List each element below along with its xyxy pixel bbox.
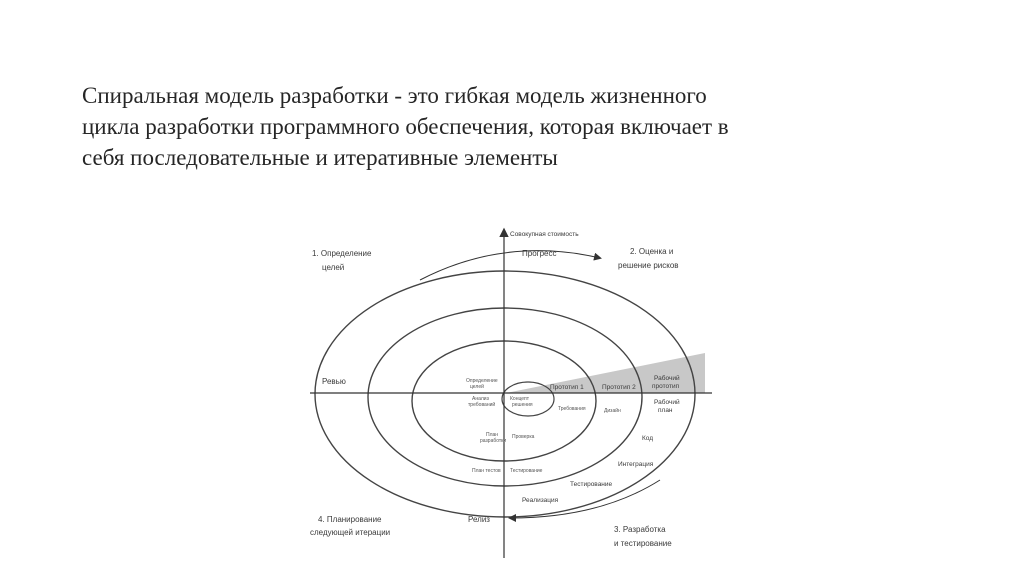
axis-cost-label: Совокупная стоимость [510,231,579,238]
working-plan-line-2: план [658,407,673,414]
caption-line-3: себя последовательные и итеративные элементы [82,145,558,170]
prototype-1-label: Прототип 1 [550,384,584,391]
code-label: Код [642,435,654,442]
working-prototype-line-1: Рабочий [654,375,680,382]
inner-concept-line-2: решения [512,402,533,408]
inner-concept-line-1: Концепт [510,396,530,402]
inner-goals-line-2: целей [470,384,484,390]
inner-dev-plan-line-1: План [486,432,499,438]
review-label: Ревью [322,377,346,386]
quadrant-1-line-1: 1. Определение [312,249,372,258]
quadrant-4-line-2: следующей итерации [310,528,391,537]
quadrant-4-line-1: 4. Планирование [318,515,382,524]
quadrant-2-line-1: 2. Оценка и [630,247,674,256]
quadrant-1-line-2: целей [322,263,345,272]
inner-test-plan-label: План тестов [472,468,501,474]
integration-label: Интеграция [618,461,654,468]
implementation-label: Реализация [522,497,559,504]
progress-arrow [420,251,600,280]
inner-analysis-line-1: Анализ [472,396,489,402]
inner-analysis-line-2: требований [468,402,496,408]
testing-label: Тестирование [570,481,613,488]
inner-goals-line-1: Определение [466,378,498,384]
quadrant-3-line-2: и тестирование [614,539,672,548]
spiral-model-diagram [300,218,720,560]
inner-requirements-label: Требования [558,406,586,412]
inner-verification-label: Проверка [512,434,535,440]
progress-label: Прогресс [522,249,557,258]
working-plan-line-1: Рабочий [654,399,680,406]
spiral-ring-middle [368,308,642,486]
inner-design-label: Дизайн [604,408,621,414]
caption-line-2: цикла разработки программного обеспечения, которая включает в [82,114,729,139]
inner-dev-plan-line-2: разработки [480,438,507,444]
inner-test-label: Тестирование [510,468,543,474]
caption-line-1: Спиральная модель разработки - это гибкая модель жизненного [82,83,707,108]
prototype-2-label: Прототип 2 [602,384,636,391]
slide-caption [82,80,962,173]
quadrant-2-line-2: решение рисков [618,261,679,270]
quadrant-3-line-1: 3. Разработка [614,525,666,534]
release-label: Релиз [468,515,490,524]
working-prototype-line-2: прототип [652,383,680,390]
